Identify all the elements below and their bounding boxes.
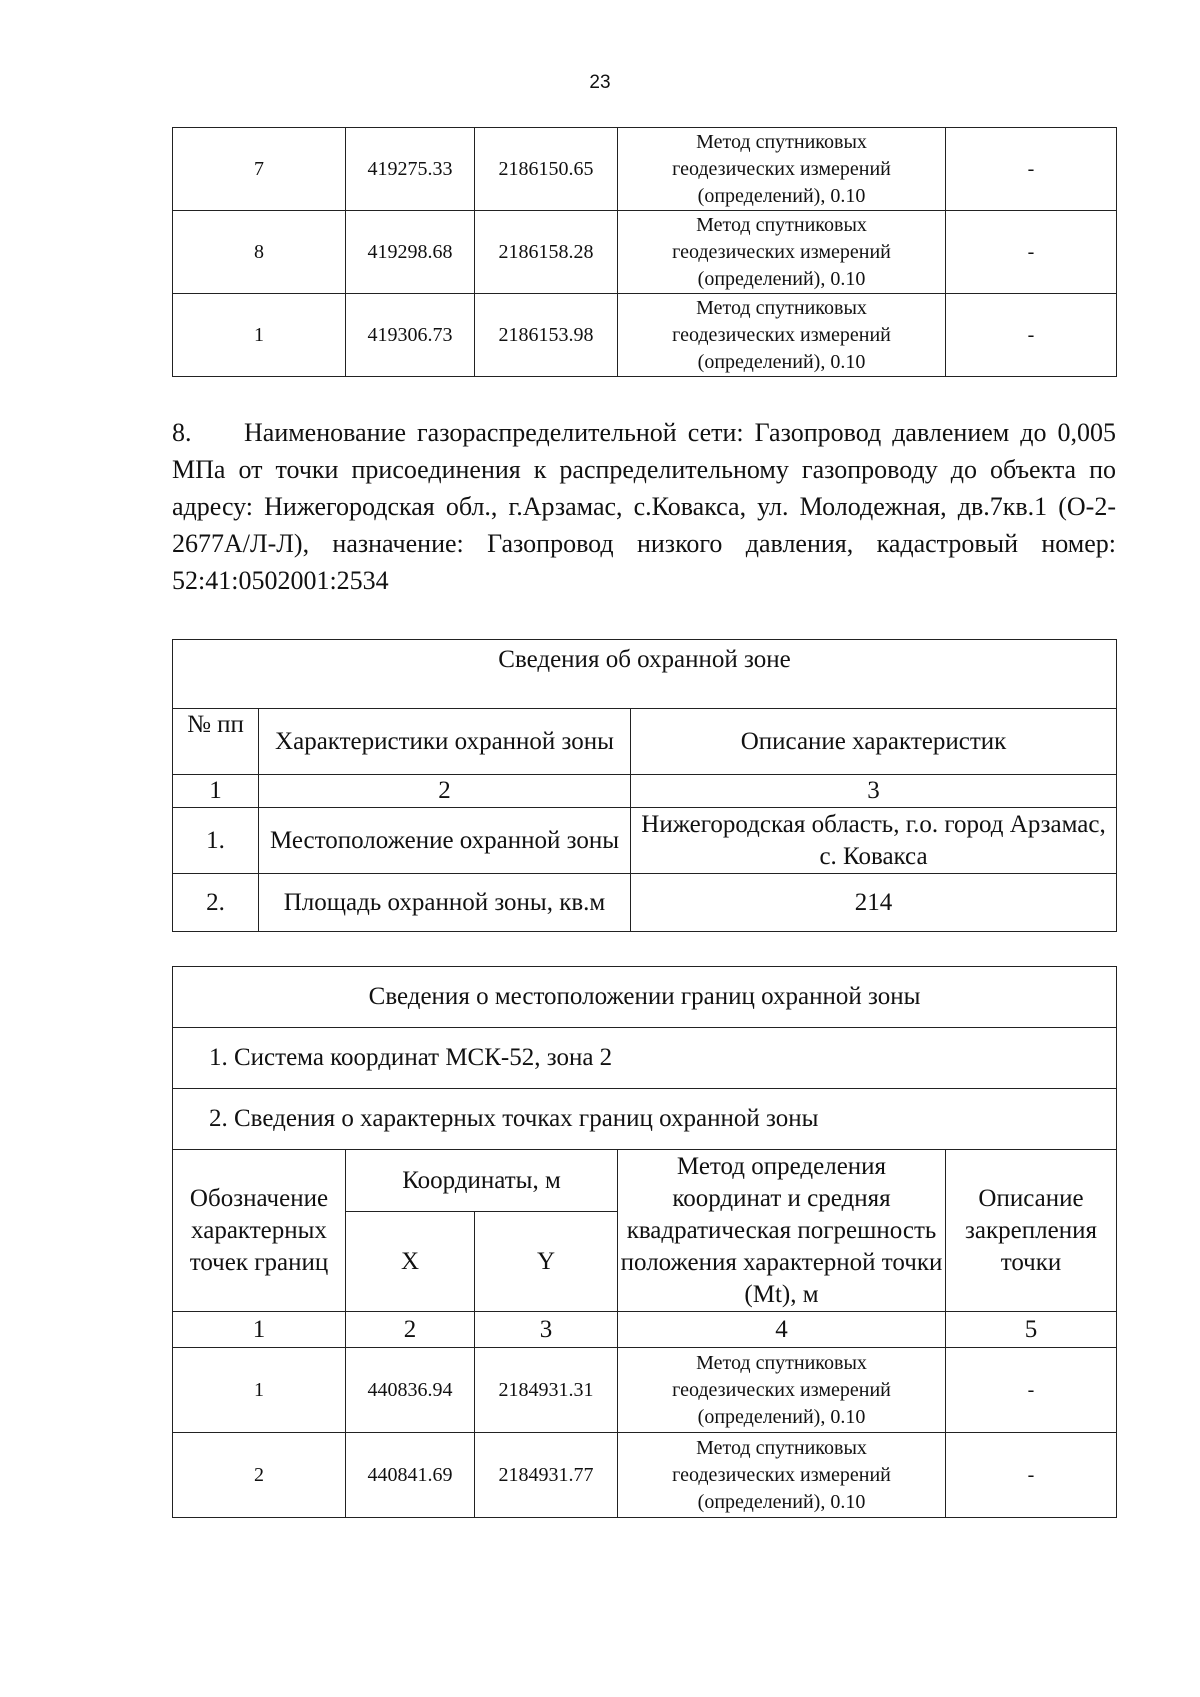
characteristic: Местоположение охранной зоны	[259, 808, 631, 874]
coord-x: 419298.68	[346, 211, 475, 294]
point-id: 8	[173, 211, 346, 294]
fixing-description: -	[946, 211, 1117, 294]
table-row	[173, 128, 1117, 211]
coord-x: 419306.73	[346, 294, 475, 377]
characteristic: Площадь охранной зоны, кв.м	[259, 874, 631, 932]
coordinates-table-continuation	[172, 127, 1117, 377]
table-title: Сведения о местоположении границ охранной зоны	[173, 967, 1117, 1028]
column-number: 3	[475, 1312, 618, 1348]
column-number: 2	[259, 775, 631, 808]
protection-zone-table	[172, 639, 1117, 932]
method-cell	[618, 294, 946, 377]
coord-y: 2186153.98	[475, 294, 618, 377]
boundary-points-table	[172, 966, 1117, 1518]
coord-x: 440841.69	[346, 1433, 475, 1518]
method-line: геодезических измерений	[672, 157, 891, 180]
column-header-y: Y	[475, 1212, 618, 1312]
method-line: геодезических измерений	[672, 240, 891, 263]
section-number: 8.	[172, 418, 192, 447]
point-id: 1	[173, 1348, 346, 1433]
column-header: № пп	[173, 709, 259, 775]
column-header: Характеристики охранной зоны	[259, 709, 631, 775]
column-number: 5	[946, 1312, 1117, 1348]
section-text: Наименование газораспределительной сети: Газопровод давлением до 0,005 МПа от точки присоединения к распределительному газопроводу до объекта по адресу: Нижегородская обл., г.Арзамас, с.Ковакса, ул. Молодежная, дв.7кв.1 (О-2-2677А/Л-Л), назначение: Газопровод низкого давления, кадастровый номер: 52:41:0502001:2534	[172, 418, 1116, 595]
method-cell	[618, 211, 946, 294]
table-row	[173, 294, 1117, 377]
column-number: 4	[618, 1312, 946, 1348]
table-title: Сведения об охранной зоне	[173, 640, 1117, 709]
method-line: геодезических измерений	[672, 1463, 891, 1486]
table-row	[173, 874, 1117, 932]
coord-y: 2186158.28	[475, 211, 618, 294]
column-number: 1	[173, 775, 259, 808]
coord-y: 2184931.77	[475, 1433, 618, 1518]
column-number: 1	[173, 1312, 346, 1348]
coord-y: 2184931.31	[475, 1348, 618, 1433]
column-header-x: X	[346, 1212, 475, 1312]
column-header-coordinates: Координаты, м	[346, 1150, 618, 1212]
point-id: 7	[173, 128, 346, 211]
column-header-description: Описание закрепления точки	[946, 1150, 1117, 1312]
coord-x: 419275.33	[346, 128, 475, 211]
point-id: 2	[173, 1433, 346, 1518]
page-number: 23	[589, 72, 611, 93]
points-section-title: 2. Сведения о характерных точках границ охранной зоны	[173, 1089, 1117, 1150]
column-header: Описание характеристик	[631, 709, 1117, 775]
fixing-description: -	[946, 1348, 1117, 1433]
characteristic-value: Нижегородская область, г.о. город Арзамас, с. Ковакса	[631, 808, 1117, 874]
method-line: (определений), 0.10	[697, 1490, 866, 1513]
column-number: 2	[346, 1312, 475, 1348]
method-line: Метод спутниковых	[696, 1351, 867, 1374]
method-line: Метод спутниковых	[696, 213, 867, 236]
point-id: 1	[173, 294, 346, 377]
method-line: Метод спутниковых	[696, 130, 867, 153]
characteristic-value: 214	[631, 874, 1117, 932]
row-number: 1.	[173, 808, 259, 874]
method-line: геодезических измерений	[672, 323, 891, 346]
table-row	[173, 211, 1117, 294]
method-line: Метод спутниковых	[696, 296, 867, 319]
section-paragraph	[172, 414, 1116, 599]
table-row	[173, 1348, 1117, 1433]
method-line: Метод спутниковых	[696, 1436, 867, 1459]
method-line: (определений), 0.10	[697, 1405, 866, 1428]
table-row	[173, 808, 1117, 874]
fixing-description: -	[946, 128, 1117, 211]
coord-x: 440836.94	[346, 1348, 475, 1433]
method-cell	[618, 128, 946, 211]
method-cell	[618, 1433, 946, 1518]
column-header-designation: Обозначение характерных точек границ	[173, 1150, 346, 1312]
method-line: (определений), 0.10	[697, 267, 866, 290]
table-row	[173, 1433, 1117, 1518]
column-header-method: Метод определения координат и средняя квадратическая погрешность положения характерной точки (Mt), м	[618, 1150, 946, 1312]
coordinate-system: 1. Система координат МСК-52, зона 2	[173, 1028, 1117, 1089]
method-line: геодезических измерений	[672, 1378, 891, 1401]
method-cell	[618, 1348, 946, 1433]
method-line: (определений), 0.10	[697, 184, 866, 207]
fixing-description: -	[946, 1433, 1117, 1518]
row-number: 2.	[173, 874, 259, 932]
fixing-description: -	[946, 294, 1117, 377]
coord-y: 2186150.65	[475, 128, 618, 211]
method-line: (определений), 0.10	[697, 350, 866, 373]
column-number: 3	[631, 775, 1117, 808]
